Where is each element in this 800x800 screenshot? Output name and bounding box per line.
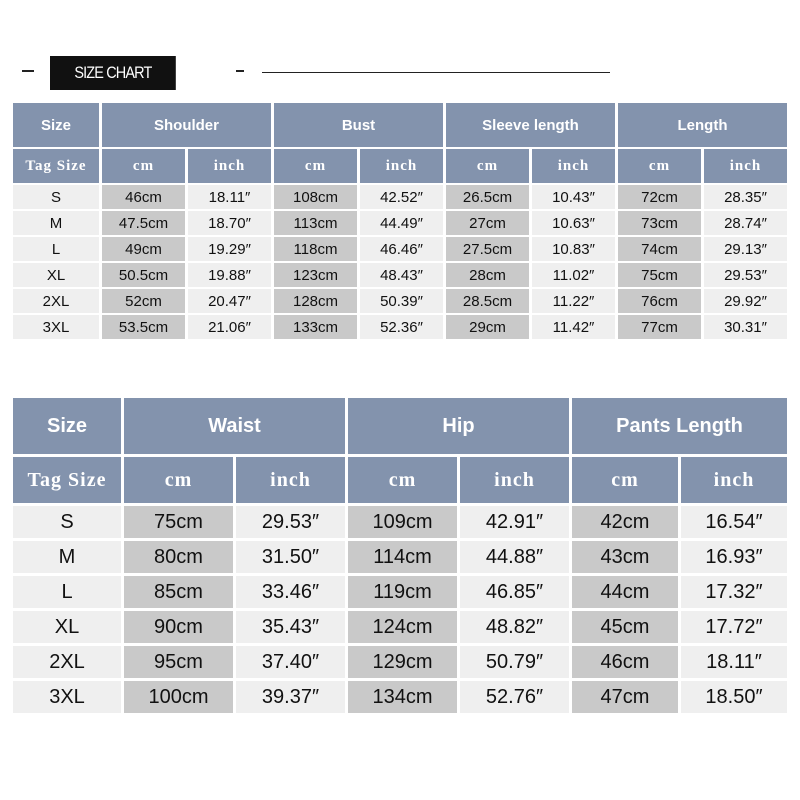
inch-value-cell: 19.88″ [188, 263, 271, 287]
inch-value-cell: 31.50″ [236, 541, 345, 573]
cm-value-cell: 26.5cm [446, 185, 529, 209]
inch-value-cell: 44.49″ [360, 211, 443, 235]
top-size-table [10, 101, 790, 341]
cm-value-cell: 109cm [348, 506, 457, 538]
size-label-cell: XL [13, 611, 121, 643]
cm-value-cell: 28cm [446, 263, 529, 287]
inch-value-cell: 10.43″ [532, 185, 615, 209]
cm-value-cell: 27cm [446, 211, 529, 235]
unit-header-cm: cm [348, 457, 457, 503]
cm-value-cell: 28.5cm [446, 289, 529, 313]
unit-header-cm: cm [274, 149, 357, 183]
inch-value-cell: 18.50″ [681, 681, 787, 713]
cm-value-cell: 90cm [124, 611, 233, 643]
cm-value-cell: 46cm [572, 646, 678, 678]
table-row [13, 506, 787, 538]
table-row [13, 646, 787, 678]
cm-value-cell: 113cm [274, 211, 357, 235]
size-label-cell: 3XL [13, 315, 99, 339]
measurement-group-header: Length [618, 103, 787, 147]
unit-header-cm: cm [618, 149, 701, 183]
cm-value-cell: 123cm [274, 263, 357, 287]
tag-size-header: Tag Size [13, 149, 99, 183]
cm-value-cell: 73cm [618, 211, 701, 235]
cm-value-cell: 74cm [618, 237, 701, 261]
table-row [13, 289, 787, 313]
inch-value-cell: 28.74″ [704, 211, 787, 235]
inch-value-cell: 18.70″ [188, 211, 271, 235]
inch-value-cell: 18.11″ [188, 185, 271, 209]
cm-value-cell: 75cm [124, 506, 233, 538]
inch-value-cell: 48.82″ [460, 611, 569, 643]
table-row [13, 185, 787, 209]
unit-header-inch: inch [360, 149, 443, 183]
unit-header-cm: cm [446, 149, 529, 183]
inch-value-cell: 21.06″ [188, 315, 271, 339]
measurement-group-header: Bust [274, 103, 443, 147]
size-label-cell: M [13, 211, 99, 235]
size-chart-header [0, 52, 800, 96]
size-label-cell: 3XL [13, 681, 121, 713]
measurement-group-header: Sleeve length [446, 103, 615, 147]
cm-value-cell: 118cm [274, 237, 357, 261]
size-label-cell: L [13, 237, 99, 261]
cm-value-cell: 129cm [348, 646, 457, 678]
table-row [13, 315, 787, 339]
cm-value-cell: 46cm [102, 185, 185, 209]
cm-value-cell: 108cm [274, 185, 357, 209]
inch-value-cell: 28.35″ [704, 185, 787, 209]
header-rule [262, 72, 610, 73]
inch-value-cell: 20.47″ [188, 289, 271, 313]
table-row [13, 541, 787, 573]
inch-value-cell: 48.43″ [360, 263, 443, 287]
measurement-group-header: Hip [348, 398, 569, 454]
table-row [13, 263, 787, 287]
inch-value-cell: 10.83″ [532, 237, 615, 261]
cm-value-cell: 114cm [348, 541, 457, 573]
inch-value-cell: 52.76″ [460, 681, 569, 713]
unit-header-row [13, 457, 787, 503]
cm-value-cell: 53.5cm [102, 315, 185, 339]
size-label-cell: S [13, 185, 99, 209]
size-chart-banner: SIZE CHART [50, 56, 176, 90]
size-label-cell: XL [13, 263, 99, 287]
size-label-cell: S [13, 506, 121, 538]
cm-value-cell: 100cm [124, 681, 233, 713]
cm-value-cell: 44cm [572, 576, 678, 608]
unit-header-inch: inch [681, 457, 787, 503]
cm-value-cell: 43cm [572, 541, 678, 573]
unit-header-inch: inch [460, 457, 569, 503]
inch-value-cell: 33.46″ [236, 576, 345, 608]
header-tick [236, 70, 244, 72]
measurement-group-header: Shoulder [102, 103, 271, 147]
table-row [13, 211, 787, 235]
cm-value-cell: 77cm [618, 315, 701, 339]
cm-value-cell: 133cm [274, 315, 357, 339]
size-column-header: Size [13, 103, 99, 147]
inch-value-cell: 10.63″ [532, 211, 615, 235]
cm-value-cell: 45cm [572, 611, 678, 643]
header-dash [22, 70, 34, 72]
inch-value-cell: 42.52″ [360, 185, 443, 209]
cm-value-cell: 85cm [124, 576, 233, 608]
inch-value-cell: 35.43″ [236, 611, 345, 643]
cm-value-cell: 134cm [348, 681, 457, 713]
cm-value-cell: 95cm [124, 646, 233, 678]
size-label-cell: 2XL [13, 289, 99, 313]
measurement-header-row [13, 398, 787, 454]
unit-header-row [13, 149, 787, 183]
measurement-header-row [13, 103, 787, 147]
inch-value-cell: 29.53″ [704, 263, 787, 287]
inch-value-cell: 18.11″ [681, 646, 787, 678]
cm-value-cell: 47cm [572, 681, 678, 713]
cm-value-cell: 47.5cm [102, 211, 185, 235]
inch-value-cell: 16.93″ [681, 541, 787, 573]
size-column-header: Size [13, 398, 121, 454]
table-row [13, 611, 787, 643]
inch-value-cell: 30.31″ [704, 315, 787, 339]
inch-value-cell: 11.42″ [532, 315, 615, 339]
cm-value-cell: 128cm [274, 289, 357, 313]
inch-value-cell: 50.79″ [460, 646, 569, 678]
unit-header-inch: inch [236, 457, 345, 503]
inch-value-cell: 19.29″ [188, 237, 271, 261]
size-label-cell: 2XL [13, 646, 121, 678]
unit-header-cm: cm [102, 149, 185, 183]
inch-value-cell: 50.39″ [360, 289, 443, 313]
tag-size-header: Tag Size [13, 457, 121, 503]
cm-value-cell: 27.5cm [446, 237, 529, 261]
cm-value-cell: 76cm [618, 289, 701, 313]
cm-value-cell: 29cm [446, 315, 529, 339]
inch-value-cell: 44.88″ [460, 541, 569, 573]
inch-value-cell: 17.32″ [681, 576, 787, 608]
size-label-cell: L [13, 576, 121, 608]
inch-value-cell: 29.92″ [704, 289, 787, 313]
cm-value-cell: 75cm [618, 263, 701, 287]
inch-value-cell: 37.40″ [236, 646, 345, 678]
cm-value-cell: 42cm [572, 506, 678, 538]
table-row [13, 237, 787, 261]
table-row [13, 576, 787, 608]
inch-value-cell: 46.85″ [460, 576, 569, 608]
inch-value-cell: 52.36″ [360, 315, 443, 339]
inch-value-cell: 16.54″ [681, 506, 787, 538]
cm-value-cell: 49cm [102, 237, 185, 261]
cm-value-cell: 72cm [618, 185, 701, 209]
cm-value-cell: 124cm [348, 611, 457, 643]
inch-value-cell: 29.13″ [704, 237, 787, 261]
inch-value-cell: 29.53″ [236, 506, 345, 538]
unit-header-inch: inch [704, 149, 787, 183]
unit-header-cm: cm [572, 457, 678, 503]
inch-value-cell: 17.72″ [681, 611, 787, 643]
measurement-group-header: Pants Length [572, 398, 787, 454]
inch-value-cell: 11.02″ [532, 263, 615, 287]
unit-header-inch: inch [188, 149, 271, 183]
unit-header-cm: cm [124, 457, 233, 503]
bottom-size-table [10, 395, 790, 716]
inch-value-cell: 42.91″ [460, 506, 569, 538]
table-row [13, 681, 787, 713]
inch-value-cell: 11.22″ [532, 289, 615, 313]
size-label-cell: M [13, 541, 121, 573]
unit-header-inch: inch [532, 149, 615, 183]
cm-value-cell: 80cm [124, 541, 233, 573]
measurement-group-header: Waist [124, 398, 345, 454]
cm-value-cell: 50.5cm [102, 263, 185, 287]
inch-value-cell: 46.46″ [360, 237, 443, 261]
cm-value-cell: 52cm [102, 289, 185, 313]
cm-value-cell: 119cm [348, 576, 457, 608]
inch-value-cell: 39.37″ [236, 681, 345, 713]
